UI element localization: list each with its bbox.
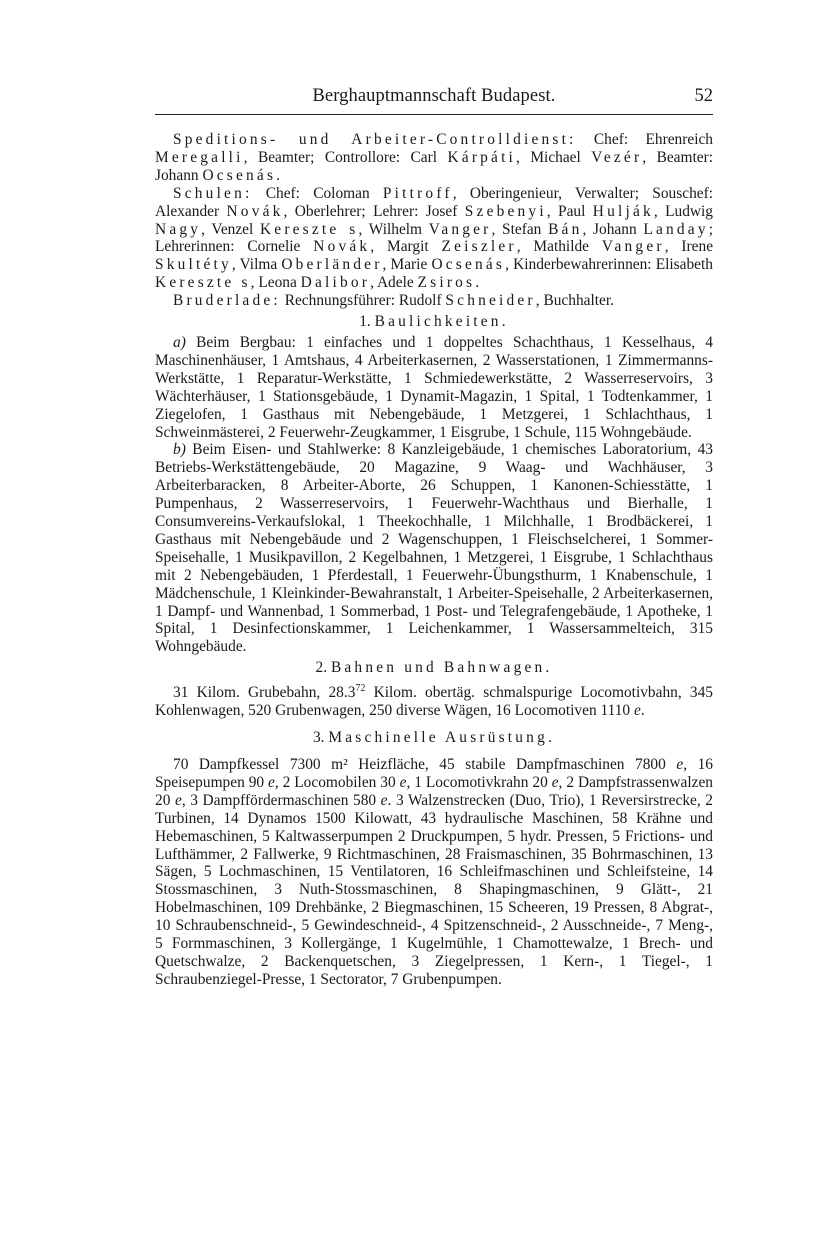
spaced-name: Szebenyi: [464, 202, 547, 220]
spaced-name: Hulják: [592, 202, 654, 220]
paragraph: [155, 441, 713, 656]
text-run: , Kinderbewahrerinnen: Elisabeth: [505, 256, 713, 274]
text-run: , 16 Speisepumpen 90: [155, 756, 713, 791]
spaced-name: Pittroff: [382, 184, 453, 202]
section-heading: [155, 729, 713, 747]
text-run: , Leona: [250, 274, 301, 292]
text-run: , Oberlehrer; Lehrer: Josef: [283, 202, 465, 220]
spaced-name: Landay: [643, 220, 709, 238]
text-run: . 3 Walzenstrecken (Duo, Trio), 1 Reversirstrecke, 2 Turbinen, 14 Dynamos 1500 Kilowatt, 43 hydraulische Maschinen, 58 Krähne und Hebemaschinen, 5 Kaltwasserpumpen 2 Druckpumpen, 5 hydr. Pressen, 5 Frictions- und Lufthämmer, 2 Fallwerke, 9 Richtmaschinen, 28 Fraismaschinen, 35 Bohrmaschinen, 13 Sägen, 5 Lochmaschinen, 15 Ventilatoren, 16 Schleifmaschinen und Schleifsteine, 14 Stossmaschinen, 3 Nuth-Stossmaschinen, 8 Shapingmaschinen, 9 Glätt-, 21 Hobelmaschinen, 109 Drehbänke, 2 Biegmaschinen, 15 Scheeren, 19 Pressen, 8 Abgrat-, 10 Schraubenschneid-, 5 Gewindeschneid-, 4 Spitzenschneid-, 2 Ausschneide-, 7 Meng-, 5 Formmaschinen, 3 Kollergänge, 1 Kugelmühle, 1 Chamottewalze, 1 Brech- und Quetschwalze, 2 Backenquetschen, 3 Ziegelpressen, 1 Kern-, 1 Tiegel-, 1 Schraubenziegel-Presse, 1 Sectorator, 7 Grubenpumpen.: [155, 791, 713, 988]
spaced-name: Vanger: [428, 220, 492, 238]
text-run: , Johann: [582, 220, 644, 238]
spaced-name: Dalibor: [300, 274, 371, 292]
paragraph: [155, 131, 713, 185]
text-run: , Stefan: [491, 220, 549, 238]
text-run: 2.: [315, 659, 331, 677]
italic-mark: e: [399, 773, 407, 791]
italic-mark: e: [633, 702, 641, 720]
text-run: , Vilma: [231, 256, 282, 274]
spaced-name: Kereszte s: [259, 220, 359, 238]
page-number: 52: [694, 86, 713, 106]
spaced-name: Ocsenás: [431, 256, 506, 274]
italic-mark: e: [268, 773, 275, 791]
text-run: , Beamter; Controllore: Carl: [243, 148, 448, 166]
text-run: , 1 Locomotivkrahn 20: [406, 773, 552, 791]
spaced-name: Skultéty: [155, 256, 232, 274]
text-run: , Beamter: Johann: [155, 148, 713, 184]
text-run: 70 Dampfkessel 7300 m² Heizfläche, 45 stabile Dampfmaschinen 7800: [173, 756, 677, 774]
text-run: , Margit: [370, 238, 442, 256]
text-run: Beim Eisen- und Stahlwerke: 8 Kanzleigebäude, 1 chemisches Laboratorium, 43 Betriebs-Werkstättengebäude, 20 Magazine, 9 Waag- und Wachhäuser, 3 Arbeiterbaracken, 8 Arbeiter-Aborte, 26 Schuppen, 1 Kanonen-Schiesstätte, 1 Pumpenhaus, 2 Wasserreservoirs, 1 Feuerwehr-Wachthaus und Bierhalle, 1 Consumvereins-Verkaufslokal, 1 Theekochhalle, 1 Milchhalle, 1 Brodbäckerei, 1 Gasthaus mit Nebengebäude und 2 Wagenschuppen, 1 Fleischselcherei, 1 Sommer-Speisehalle, 1 Musikpavillon, 2 Kegelbahnen, 1 Metzgerei, 1 Eisgrube, 1 Schlachthaus mit 2 Nebengebäuden, 1 Pferdestall, 1 Feuerwehr-Übungsthurm, 1 Knabenschule, 1 Mädchenschule, 1 Kleinkinder-Bewahranstalt, 1 Arbeiter-Speisehalle, 2 Arbeiterkasernen, 1 Dampf- und Wannenbad, 1 Sommerbad, 1 Post- und Telegrafengebäude, 1 Apotheke, 1 Spital, 1 Desinfectionskammer, 1 Leichenkammer, 1 Wassersammelteich, 315 Wohngebäude.: [155, 441, 713, 656]
header-title: Berghauptmannschaft Budapest.: [312, 86, 556, 106]
spaced-name: Novák: [226, 202, 284, 220]
section-heading: [155, 313, 713, 331]
spaced-name: Meregalli: [155, 148, 244, 166]
text-run: , Michael: [516, 148, 592, 166]
italic-mark: e: [676, 756, 684, 774]
spaced-name: Vezér: [591, 148, 643, 166]
text-run: , Marie: [382, 256, 432, 274]
italic-mark: e: [551, 773, 559, 791]
spaced-name: Speditions- und Arbeiter-Controlldienst:: [173, 131, 577, 148]
spaced-name: Bán: [548, 220, 583, 238]
text-run: ; Lehrerinnen: Cornelie: [155, 220, 713, 256]
text-run: , Ludwig: [653, 202, 713, 220]
text-run: , Paul: [546, 202, 593, 220]
text-run: 72: [355, 683, 366, 695]
text-run: , 2 Dampfstrassenwalzen 20: [155, 773, 713, 809]
paragraph: [155, 292, 713, 310]
spaced-name: Kárpáti: [447, 148, 517, 166]
spaced-name: Kereszte s: [155, 274, 251, 292]
text-run: , Buchhalter.: [535, 292, 614, 310]
paragraph: [155, 756, 713, 989]
spaced-name: Bahnen und Bahnwagen.: [330, 659, 553, 677]
text-run: Kilom. obertäg. schmalspurige Locomotivbahn, 345 Kohlenwagen, 520 Grubenwagen, 250 diverse Wägen, 16 Locomotiven 1110: [155, 684, 713, 720]
italic-mark: e: [380, 791, 388, 809]
text-run: , Irene: [664, 238, 714, 256]
spaced-name: Schulen:: [173, 184, 253, 202]
running-header: [155, 86, 713, 110]
spaced-name: Zsiros: [417, 274, 476, 292]
spaced-name: Zeiszler: [441, 238, 517, 256]
spaced-name: Baulichkeiten.: [374, 313, 509, 331]
text-run: , Wilhelm: [358, 220, 429, 238]
section-heading: [155, 659, 713, 677]
italic-mark: b): [173, 441, 186, 459]
text-run: 31 Kilom. Grubebahn, 28.3: [173, 684, 356, 702]
italic-mark: a): [173, 333, 186, 351]
paragraph: [155, 185, 713, 292]
text-run: , Adele: [370, 274, 418, 292]
text-run: .: [276, 166, 280, 184]
text-run: , Mathilde: [516, 238, 602, 256]
text-run: , 3 Dampffördermaschinen 580: [181, 791, 381, 809]
text-run: , 2 Locomobilen 30: [274, 773, 400, 791]
paragraph: [155, 680, 713, 720]
text-run: Rechnungsführer: Rudolf: [280, 292, 446, 310]
spaced-name: Oberländer: [281, 256, 383, 274]
text-run: Beim Bergbau: 1 einfaches und 1 doppeltes Schachthaus, 1 Kesselhaus, 4 Maschinenhäuser, 1 Amtshaus, 4 Arbeiterkasernen, 2 Wasserstationen, 1 Zimmermanns-Werkstätte, 1 Reparatur-Werkstätte, 1 Schmiedewerkstätte, 2 Wasserreservoirs, 3 Wächterhäuser, 1 Stationsgebäude, 1 Dynamit-Magazin, 1 Spital, 1 Todtenkammer, 1 Ziegelofen, 1 Gasthaus mit Nebengebäude, 1 Metzgerei, 1 Schlachthaus, 1 Schweinmästerei, 2 Feuerwehr-Zeugkammer, 1 Eisgrube, 1 Schule, 115 Wohngebäude.: [155, 333, 713, 441]
spaced-name: Bruderlade:: [173, 292, 281, 310]
text-run: , Oberingenieur, Verwalter; Souschef: Alexander: [155, 184, 713, 220]
spaced-name: Ocsenás: [202, 166, 277, 184]
text-run: 3.: [312, 729, 329, 747]
text-run: .: [475, 274, 480, 292]
spaced-name: Maschinelle Ausrüstung.: [328, 729, 556, 747]
spaced-name: Nagy: [155, 220, 202, 238]
italic-mark: e: [174, 791, 182, 809]
body-text: [155, 131, 713, 989]
text-run: Chef: Ehrenreich: [576, 131, 713, 148]
paragraph: [155, 334, 713, 441]
text-run: , Venzel: [201, 220, 260, 238]
spaced-name: Vanger: [601, 238, 665, 256]
header-rule: [155, 114, 713, 115]
text-run: Chef: Coloman: [252, 184, 383, 202]
spaced-name: Novák: [313, 238, 371, 256]
text-run: 1.: [359, 313, 375, 331]
spaced-name: Schneider: [445, 292, 536, 310]
text-run: .: [640, 702, 645, 720]
